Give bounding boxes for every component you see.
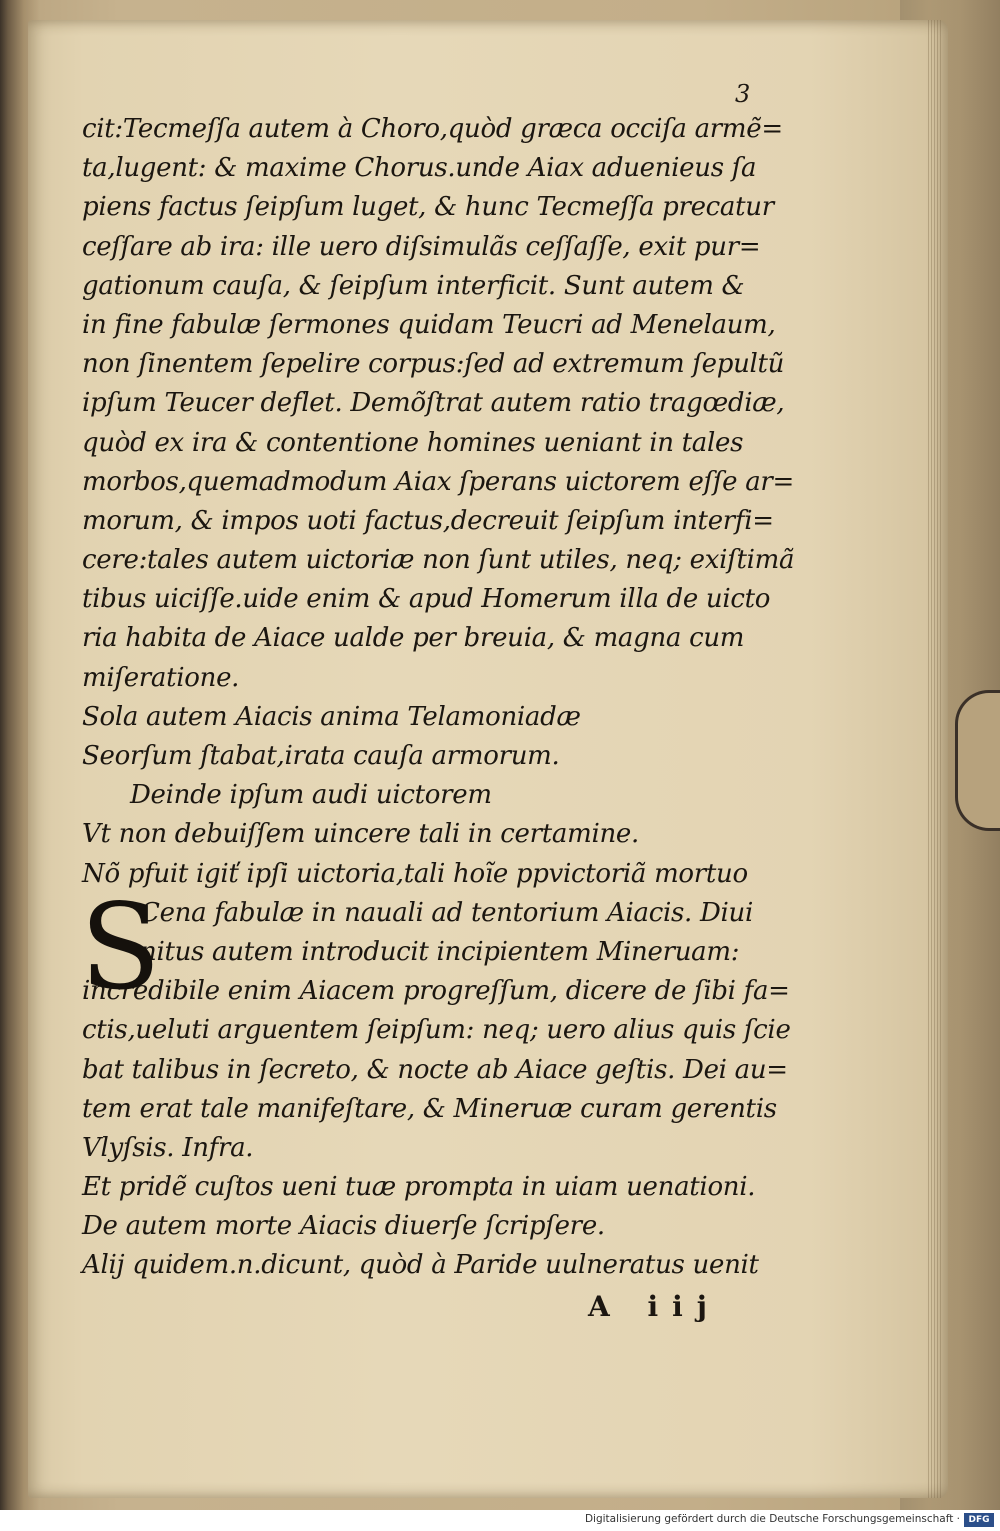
text-line: gationum cauſa, & ſeipſum interficit. Sunt autem &	[82, 270, 745, 301]
dfg-logo-icon: DFG	[964, 1513, 994, 1527]
text-line: cere:tales autem uictoriæ non ſunt utiles, neq; exiſtimã	[82, 545, 795, 576]
text-line: nitus autem introducit incipientem Mineruam:	[140, 936, 740, 967]
body-text	[80, 110, 795, 1286]
text-line: Nõ pfuit igiť ipſi uictoria,tali hoĩe ppvictoriã mortuo	[82, 858, 748, 889]
text-line: piens factus ſeipſum luget, & hunc Tecmeſſa precatur	[82, 192, 774, 223]
verse-line: Vt non debuiſſem uincere tali in certamine.	[82, 819, 639, 850]
text-line: in fine fabulæ ſermones quidam Teucri ad Menelaum,	[82, 309, 776, 340]
text-line: ipſum Teucer deflet. Demõſtrat autem ratio tragœdiæ,	[82, 388, 785, 419]
text-line: ria habita de Aiace ualde per breuia, & magna cum	[82, 623, 745, 654]
text-line: tem erat tale manifeſtare, & Mineruæ curam gerentis	[82, 1093, 777, 1124]
verse-line: Sola autem Aiacis anima Telamoniadæ	[82, 701, 581, 732]
text-line: ctis,ueluti arguentem ſeipſum: neq; uero alius quis ſcie	[82, 1015, 791, 1046]
verse-line: Deinde ipſum audi uictorem	[130, 780, 492, 811]
verse-line: Et pridẽ cuſtos ueni tuæ prompta in uiam uenationi.	[82, 1172, 756, 1203]
text-line: incredibile enim Aiacem progreſſum, dicere de ſibi fa=	[82, 976, 790, 1007]
text-line: cit:Tecmeſſa autem à Choro,quòd græca occiſa armẽ=	[82, 114, 783, 144]
footer-bar	[0, 1510, 1000, 1531]
text-line: quòd ex ira & contentione homines ueniant in tales	[82, 427, 744, 458]
thumb-tab-cutout	[955, 690, 1000, 831]
text-line: Cena fabulæ in nauali ad tentorium Aiacis. Diui	[140, 897, 753, 928]
text-line: Alij quidem.n.dicunt, quòd à Paride uulneratus uenit	[82, 1250, 759, 1281]
text-line: non ſinentem ſepelire corpus:ſed ad extremum ſepultũ	[82, 349, 785, 380]
footer-credit: Digitalisierung gefördert durch die Deutsche Forschungsgemeinschaft ·	[584, 1513, 960, 1525]
text-line: morbos,quemadmodum Aiax ſperans uictorem eſſe ar=	[82, 466, 795, 497]
drop-cap: S	[80, 877, 161, 1016]
signature-mark: A iij	[588, 1290, 721, 1323]
verse-line: Seorſum ſtabat,irata cauſa armorum.	[82, 741, 560, 771]
text-line: miſeratione.	[82, 662, 240, 693]
verse-line: De autem morte Aiacis diuerſe ſcripſere.	[82, 1211, 605, 1242]
text-line: ta,lugent: & maxime Chorus.unde Aiax aduenieus ſa	[82, 153, 757, 184]
text-line: bat talibus in ſecreto, & nocte ab Aiace geſtis. Dei au=	[82, 1054, 788, 1085]
text-line: morum, & impos uoti factus,decreuit ſeipſum interfi=	[82, 505, 774, 536]
page-number: 3	[735, 80, 751, 108]
page-edge	[928, 20, 942, 1498]
text-line: Vlyſsis. Infra.	[82, 1132, 254, 1163]
text-line: ceſſare ab ira: ille uero diſsimulãs ceſſaſſe, exit pur=	[82, 231, 761, 262]
text-line: tibus uiciſſe.uide enim & apud Homerum illa de uicto	[82, 584, 771, 615]
